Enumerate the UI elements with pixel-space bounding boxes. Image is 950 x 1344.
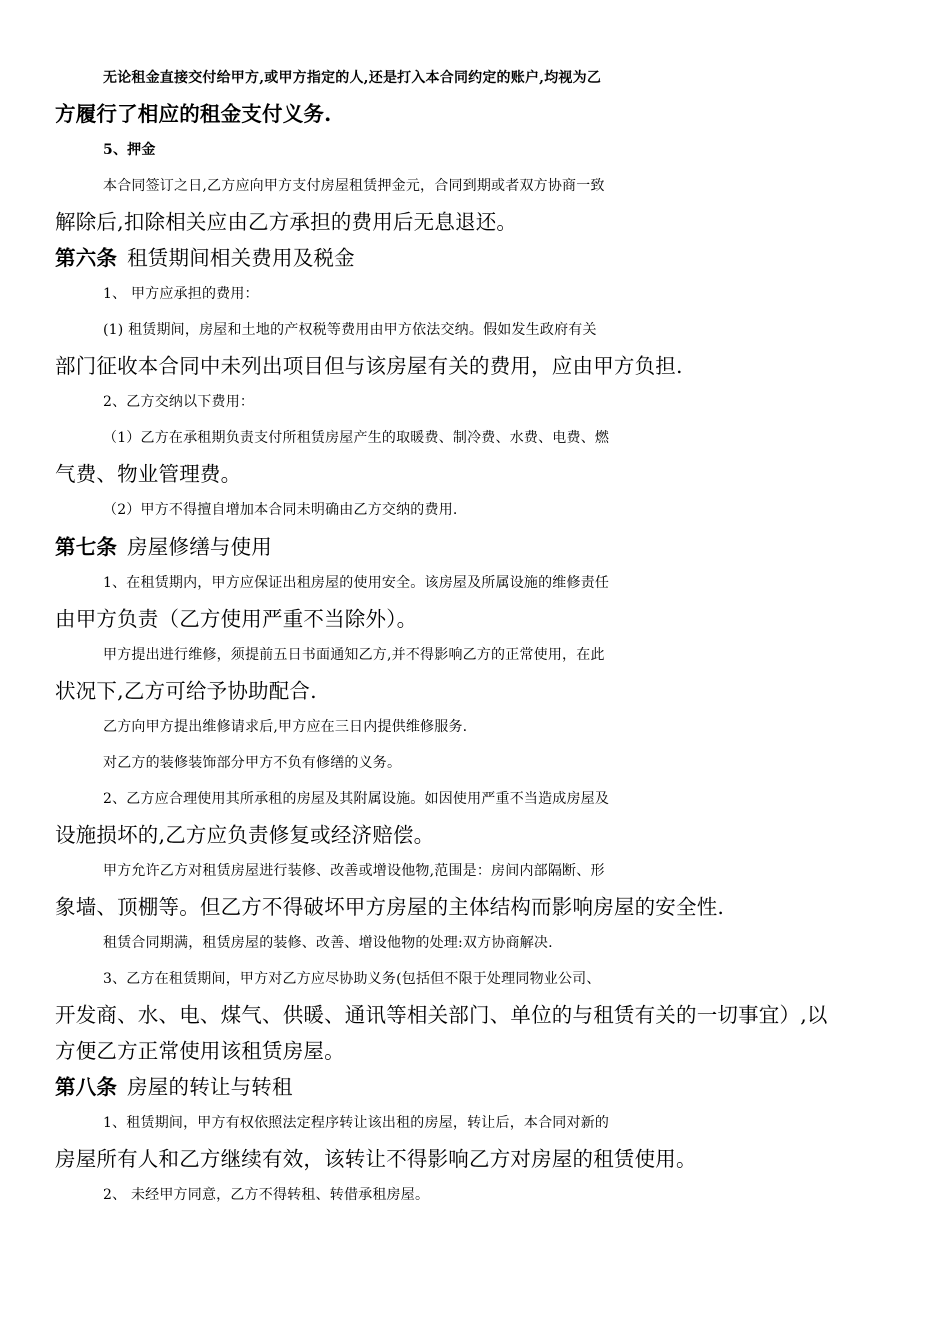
paragraph-line: 由甲方负责（乙方使用严重不当除外）。 [55,607,418,631]
article-label: 第八条 [55,1075,118,1099]
paragraph-line: 状况下,乙方可给予协助配合. [55,679,317,703]
paragraph-line: 甲方提出进行维修，须提前五日书面通知乙方,并不得影响乙方的正常使用，在此 [103,647,605,663]
section-title-deposit: 5、押金 [103,142,156,158]
paragraph-line: 1、在租赁期内，甲方应保证出租房屋的使用安全。该房屋及所属设施的维修责任 [103,575,610,591]
paragraph-line: 气费、物业管理费。 [55,462,242,486]
paragraph-line: 租赁合同期满，租赁房屋的装修、改善、增设他物的处理:双方协商解决. [103,935,553,951]
paragraph-line: 本合同签订之日,乙方应向甲方支付房屋租赁押金元，合同到期或者双方协商一致 [103,178,605,194]
paragraph-line: 1、租赁期间，甲方有权依照法定程序转让该出租的房屋，转让后，本合同对新的 [103,1115,610,1131]
paragraph-line: 1、 甲方应承担的费用： [103,286,259,302]
paragraph-line: 解除后,扣除相关应由乙方承担的费用后无息退还。 [55,210,518,234]
article-title: 房屋的转让与转租 [127,1075,293,1099]
paragraph-line: 开发商、水、电、煤气、供暖、通讯等相关部门、单位的与租赁有关的一切事宜）,以 [55,1003,828,1027]
paragraph-line: 象墙、顶棚等。但乙方不得破坏甲方房屋的主体结构而影响房屋的安全性. [55,895,725,919]
paragraph-line: 方履行了相应的租金支付义务. [55,102,332,126]
paragraph-line: 对乙方的装修装饰部分甲方不负有修缮的义务。 [103,755,402,771]
paragraph-line: （2）甲方不得擅自增加本合同未明确由乙方交纳的费用. [103,502,458,518]
paragraph-line: 2、 未经甲方同意，乙方不得转租、转借承租房屋。 [103,1187,430,1203]
article-heading-8 [55,1070,900,1104]
paragraph-line: (1) 租赁期间，房屋和土地的产权税等费用由甲方依法交纳。假如发生政府有关 [103,322,597,338]
paragraph-line: 无论租金直接交付给甲方,或甲方指定的人,还是打入本合同约定的账户,均视为乙 [103,70,602,86]
paragraph-line: （1）乙方在承租期负责支付所租赁房屋产生的取暖费、制冷费、水费、电费、燃 [103,430,610,446]
paragraph-line: 房屋所有人和乙方继续有效，该转让不得影响乙方对房屋的租赁使用。 [55,1147,697,1171]
paragraph-line: 部门征收本合同中未列出项目但与该房屋有关的费用，应由甲方负担. [55,354,683,378]
paragraph-line: 方便乙方正常使用该租赁房屋。 [55,1039,345,1063]
paragraph-line: 设施损坏的,乙方应负责修复或经济赔偿。 [55,823,435,847]
paragraph-line: 2、乙方应合理使用其所承租的房屋及其附属设施。如因使用严重不当造成房屋及 [103,791,610,807]
paragraph-line: 乙方向甲方提出维修请求后,甲方应在三日内提供维修服务. [103,719,468,735]
article-heading-6 [55,241,900,275]
paragraph-line: 2、乙方交纳以下费用： [103,394,255,410]
paragraph-line: 3、乙方在租赁期间，甲方对乙方应尽协助义务(包括但不限于处理同物业公司、 [103,971,601,987]
article-label: 第七条 [55,535,118,559]
article-title: 房屋修缮与使用 [127,535,273,559]
article-title: 租赁期间相关费用及税金 [127,246,355,270]
article-label: 第六条 [55,246,118,270]
article-heading-7 [55,530,900,564]
paragraph-line: 甲方允许乙方对租赁房屋进行装修、改善或增设他物,范围是：房间内部隔断、形 [103,863,605,879]
